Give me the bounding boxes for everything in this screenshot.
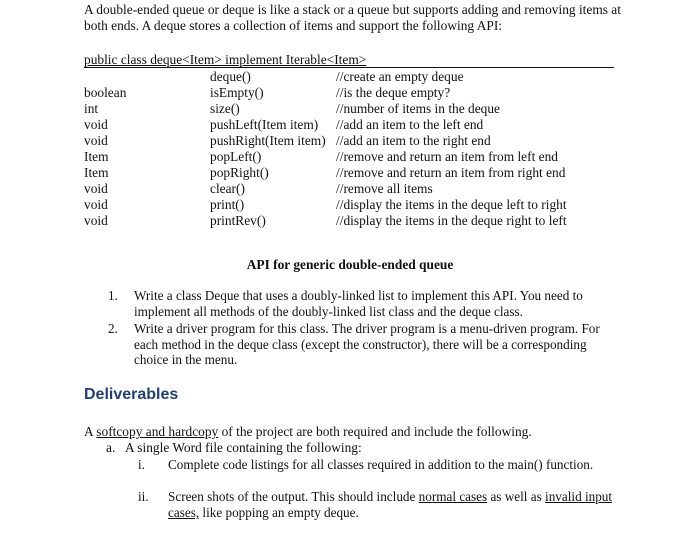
api-class-header: public class deque<Item> implement Iterable<Item> <box>84 52 367 67</box>
subitem-text <box>168 489 618 521</box>
task-item <box>108 321 612 368</box>
deliverables-intro-suffix: of the project are both required and include the following. <box>218 424 532 439</box>
api-method: printRev() <box>210 213 266 228</box>
api-comment: //create an empty deque <box>336 69 464 84</box>
deliverable-subitem <box>138 489 618 521</box>
task-list <box>108 288 612 370</box>
api-divider <box>84 67 614 68</box>
api-method: size() <box>210 101 240 116</box>
invalid-cases-underlined: invalid input cases, <box>168 489 613 520</box>
deliverable-subitem <box>138 457 618 473</box>
api-comment: //display the items in the deque left to right <box>336 197 567 212</box>
api-return-type: int <box>84 101 99 116</box>
api-comment: //remove all items <box>336 181 433 196</box>
intro-paragraph: A double-ended queue or deque is like a stack or a queue but supports adding and removing items at both ends. A deque stores a collection of items and support the following API: <box>84 2 621 33</box>
normal-cases-underlined: normal cases <box>418 489 488 504</box>
subitem-number: i. <box>138 457 145 472</box>
api-method: print() <box>210 197 245 212</box>
item-a-text: A single Word file containing the following: <box>125 440 362 455</box>
api-method: isEmpty() <box>210 85 264 100</box>
api-return-type: Item <box>84 165 109 180</box>
api-method: pushLeft(Item item) <box>210 117 319 132</box>
subitem-text-part: as well as <box>487 489 546 504</box>
api-method: clear() <box>210 181 245 196</box>
deliverables-heading: Deliverables <box>84 386 179 403</box>
subitem-text-part: like popping an empty deque. <box>199 505 359 520</box>
deliverables-intro <box>84 424 532 440</box>
softcopy-hardcopy-underlined: softcopy and hardcopy <box>96 424 219 439</box>
api-comment: //add an item to the left end <box>336 117 484 132</box>
api-comment: //add an item to the right end <box>336 133 491 148</box>
deliverables-intro-prefix: A <box>84 424 97 439</box>
task-text: Write a class Deque that uses a doubly-linked list to implement this API. You need to implement all methods of the doubly-linked list class and the deque class. <box>134 288 583 319</box>
api-return-type: boolean <box>84 85 127 100</box>
api-return-type: void <box>84 117 108 132</box>
api-comment: //number of items in the deque <box>336 101 500 116</box>
api-method: popRight() <box>210 165 269 180</box>
subitem-text: Complete code listings for all classes required in addition to the main() function. <box>168 457 594 472</box>
api-return-type: Item <box>84 149 109 164</box>
api-method: pushRight(Item item) <box>210 133 326 148</box>
api-return-type: void <box>84 213 108 228</box>
api-return-type: void <box>84 197 108 212</box>
api-caption: API for generic double-ended queue <box>246 257 454 272</box>
api-comment: //remove and return an item from right end <box>336 165 566 180</box>
api-method: popLeft() <box>210 149 262 164</box>
api-comment: //is the deque empty? <box>336 85 451 100</box>
api-comment: //remove and return an item from left end <box>336 149 558 164</box>
task-number: 1. <box>108 288 118 303</box>
subitem-number: ii. <box>138 489 149 504</box>
item-a-label: a. <box>106 440 116 455</box>
api-comment: //display the items in the deque right to left <box>336 213 567 228</box>
api-return-type: void <box>84 181 108 196</box>
task-number: 2. <box>108 321 118 336</box>
deliverable-item-a <box>106 440 362 456</box>
api-return-type: void <box>84 133 108 148</box>
task-text: Write a driver program for this class. The driver program is a menu-driven program. For each method in the deque class (except the constructor), there will be a corresponding choice in the menu. <box>134 321 600 367</box>
api-method: deque() <box>210 69 251 84</box>
subitem-text-part: Screen shots of the output. This should include <box>168 489 419 504</box>
task-item <box>108 288 612 319</box>
